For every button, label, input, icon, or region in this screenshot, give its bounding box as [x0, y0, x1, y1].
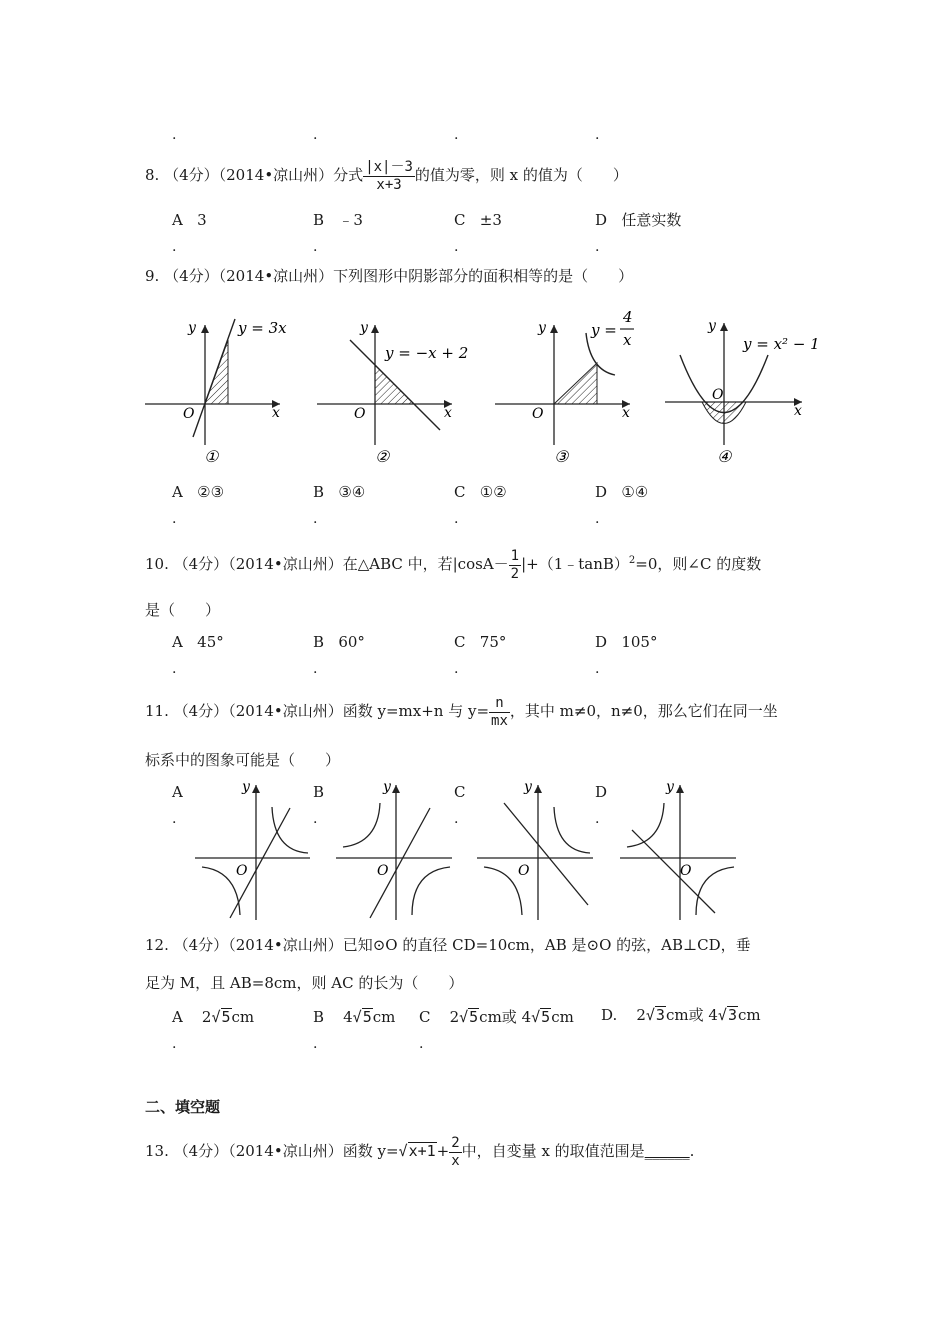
fraction: [489, 695, 510, 730]
question-score: （4分）: [164, 267, 219, 285]
figure-number: ②: [375, 447, 390, 466]
axis-x-label: x: [622, 405, 630, 421]
option-b[interactable]: B 4√5cm: [313, 1008, 396, 1026]
fraction-numerator: 2: [451, 1134, 460, 1151]
dot: .: [172, 239, 177, 255]
question-source: （2014•凉山州）: [228, 555, 343, 573]
question-12: [145, 935, 751, 955]
option-a[interactable]: A: [172, 783, 183, 801]
option-a[interactable]: A 2√5cm: [172, 1008, 255, 1026]
option-c[interactable]: C 2√5cm或 4√5cm: [419, 1008, 574, 1026]
axis-x-label: x: [272, 405, 280, 421]
dot: .: [454, 239, 459, 255]
option-c[interactable]: C ±3: [454, 211, 502, 229]
option-b[interactable]: B 60°: [313, 633, 365, 651]
answer-blank[interactable]: ______: [644, 1142, 690, 1160]
figure-number: ①: [204, 447, 219, 466]
option-a[interactable]: A 45°: [172, 633, 224, 651]
question-number: 12.: [145, 936, 169, 954]
figure-1: [145, 319, 287, 466]
axis-y-label: y: [524, 779, 532, 795]
question-12-line2: 足为 M，且 AB=8cm，则 AC 的长为（ ）: [145, 974, 464, 992]
option-b[interactable]: B: [313, 783, 325, 801]
axis-y-label: y: [708, 318, 716, 334]
dot: .: [172, 511, 177, 527]
dot: .: [595, 239, 600, 255]
question-text: 已知⊙O 的直径 CD=10cm，AB 是⊙O 的弦，AB⊥CD，垂: [342, 936, 751, 954]
graph-b: [336, 779, 452, 920]
origin-label: O: [236, 863, 248, 879]
option-c[interactable]: C: [454, 783, 466, 801]
fraction: [449, 1135, 461, 1170]
origin-label: O: [518, 863, 530, 879]
fraction: [363, 159, 415, 194]
sqrt: √5: [531, 1008, 551, 1026]
dot: .: [313, 127, 318, 143]
fraction-denominator: x: [451, 1152, 460, 1169]
option-d[interactable]: D: [595, 783, 608, 801]
question-score: （4分）: [173, 936, 229, 954]
superscript: 2: [628, 555, 636, 566]
dot: .: [595, 127, 600, 143]
sqrt: √5: [211, 1008, 231, 1026]
dot: .: [454, 811, 459, 827]
question-11-line2: 标系中的图象可能是（ ）: [145, 751, 341, 769]
question-number: 9.: [145, 267, 160, 285]
dot: .: [172, 127, 177, 143]
figure-3: [495, 308, 634, 466]
origin-label: O: [680, 863, 692, 879]
plus-sign: +: [436, 1142, 450, 1160]
question-text: ，其中 m≠0，n≠0，那么它们在同一坐: [509, 702, 778, 720]
graph-a: [195, 779, 310, 920]
origin-label: O: [712, 387, 724, 403]
sqrt: √5: [352, 1008, 372, 1026]
function-label-denominator: x: [623, 331, 632, 349]
axis-y-label: y: [360, 320, 368, 336]
dot: .: [419, 1036, 424, 1052]
question-text: =0，则∠C 的度数: [635, 555, 762, 573]
dot: .: [595, 661, 600, 677]
function-label: y = x² − 1: [743, 335, 820, 353]
option-c[interactable]: C 75°: [454, 633, 507, 651]
option-d[interactable]: D 105°: [595, 633, 658, 651]
question-text: 中，自变量 x 的取值范围是: [461, 1142, 645, 1160]
section-heading: 二、填空题: [145, 1098, 221, 1116]
figure-4: [665, 318, 820, 466]
option-a[interactable]: A ②③: [172, 483, 225, 501]
question-source: （2014•凉山州）: [228, 936, 343, 954]
dot: .: [454, 661, 459, 677]
sqrt: √5: [459, 1008, 479, 1026]
fraction-denominator: x+3: [376, 176, 402, 193]
question-number: 8.: [145, 166, 160, 184]
question-9: [145, 266, 633, 286]
option-c[interactable]: C ①②: [454, 483, 507, 501]
fraction-denominator: 2: [510, 565, 520, 582]
question-text: 下列图形中阴影部分的面积相等的是（ ）: [333, 267, 634, 285]
question-source: （2014•凉山州）: [228, 702, 343, 720]
question-13: [145, 1128, 694, 1174]
dot: .: [313, 511, 318, 527]
question-text: 分式: [333, 166, 364, 184]
option-a[interactable]: A 3: [172, 211, 207, 229]
dot: .: [595, 811, 600, 827]
dot: .: [172, 1036, 177, 1052]
question-text: 的值为零，则 x 的值为（ ）: [414, 166, 628, 184]
function-label-lhs: y =: [591, 321, 617, 339]
dot: .: [313, 239, 318, 255]
question-number: 10.: [145, 555, 169, 573]
function-label-numerator: 4: [623, 308, 633, 326]
axis-x-label: x: [794, 403, 802, 419]
question-source: （2014•凉山州）: [218, 166, 334, 184]
origin-label: O: [532, 406, 544, 422]
question-10-line2: 是（ ）: [145, 601, 221, 619]
question-source: （2014•凉山州）: [228, 1142, 343, 1160]
q9-figures: [140, 305, 820, 470]
axis-y-label: y: [538, 320, 546, 336]
figure-number: ③: [554, 447, 569, 466]
sqrt: √3: [717, 1006, 737, 1024]
origin-label: O: [354, 406, 366, 422]
question-10: [145, 538, 761, 587]
question-11: [145, 688, 778, 734]
dot: .: [454, 511, 459, 527]
fraction-denominator: mx: [491, 712, 508, 729]
fraction-numerator: |x|－3: [365, 158, 413, 175]
question-score: （4分）: [164, 166, 219, 184]
dot: .: [172, 661, 177, 677]
dot: .: [172, 811, 177, 827]
origin-label: O: [183, 406, 195, 422]
dot: .: [595, 511, 600, 527]
question-text: |+（1﹣tanB）: [521, 555, 629, 573]
dot: .: [313, 1036, 318, 1052]
figure-number: ④: [717, 447, 732, 466]
origin-label: O: [377, 863, 389, 879]
graph-c: [477, 779, 593, 920]
figure-2: [317, 320, 468, 466]
question-text: 函数 y=mx+n 与 y=: [342, 702, 490, 720]
question-text: 在△ABC 中，若|cosA－: [342, 555, 509, 573]
function-label: y = 3x: [238, 319, 287, 337]
fraction-numerator: n: [489, 695, 510, 713]
sqrt: √x+1: [398, 1142, 436, 1160]
option-b[interactable]: B ③④: [313, 483, 366, 501]
question-8: [145, 152, 628, 198]
axis-y-label: y: [383, 779, 391, 795]
axis-y-label: y: [188, 320, 196, 336]
question-number: 13.: [145, 1142, 169, 1160]
question-text: 函数 y=: [342, 1142, 399, 1160]
question-score: （4分）: [173, 555, 229, 573]
option-d[interactable]: D. 2√3cm或 4√3cm: [601, 1006, 761, 1024]
option-b[interactable]: B ﹣3: [313, 211, 363, 229]
option-d[interactable]: D 任意实数: [595, 211, 682, 229]
question-number: 11.: [145, 702, 169, 720]
axis-x-label: x: [444, 405, 452, 421]
dot: .: [454, 127, 459, 143]
q11-figures: [190, 775, 745, 925]
option-d[interactable]: D ①④: [595, 483, 649, 501]
fraction-numerator: 1: [510, 547, 520, 564]
graph-d: [620, 779, 736, 920]
function-label: y = −x + 2: [385, 344, 469, 362]
fraction: [509, 548, 521, 583]
question-end: .: [689, 1142, 695, 1160]
axis-y-label: y: [242, 779, 250, 795]
question-score: （4分）: [173, 1142, 229, 1160]
dot: .: [313, 811, 318, 827]
sqrt: √3: [645, 1006, 665, 1024]
dot: .: [313, 661, 318, 677]
question-score: （4分）: [173, 702, 229, 720]
question-source: （2014•凉山州）: [218, 267, 334, 285]
axis-y-label: y: [666, 779, 674, 795]
